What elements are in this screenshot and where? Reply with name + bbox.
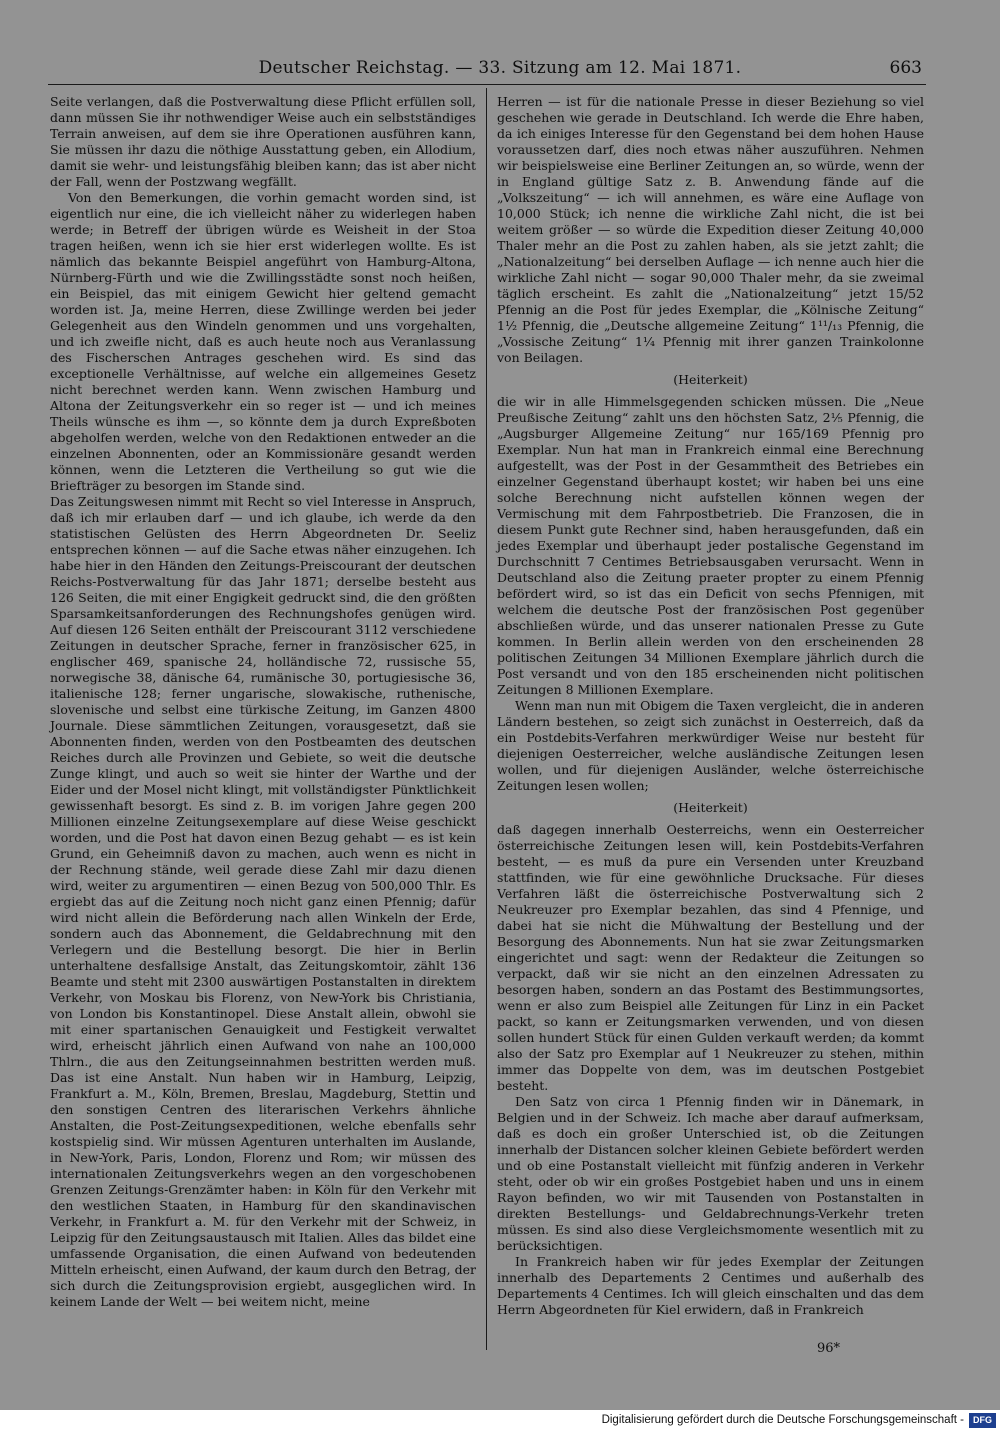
left-column <box>50 94 476 1310</box>
paragraph: Wenn man nun mit Obigem die Taxen vergleicht, die in anderen Ländern bestehen, so zeigt sich zunächst in Oesterreich, daß da ein Postdebits-Verfahren merkwürdiger Weise nur besteht für diejenigen Oesterreicher, welche ausländische Zeitungen lesen wollen, und für diejenigen Ausländer, welche österreichische Zeitungen lesen wollen; <box>497 698 924 793</box>
paragraph: Seite verlangen, daß die Postverwaltung diese Pflicht erfüllen soll, dann müssen Sie ihr nothwendiger Weise auch ein selbstständiges Terrain anweisen, auf dem sie ihre Operationen ausführen kann, Sie müssen ihr dazu die nöthige Ausstattung geben, ein Allodium, damit sie wehr- und leistungsfähig bleiben kann; das ist aber nicht der Fall, wenn der Postzwang wegfällt. <box>50 94 476 189</box>
right-column <box>497 94 924 1318</box>
header-rule <box>48 84 926 85</box>
paragraph: die wir in alle Himmelsgegenden schicken müssen. Die „Neue Preußische Zeitung“ zahlt uns den höchsten Satz, 2⅕ Pfennig, die „Augsburger Allgemeine Zeitung“ nur 165/169 Pfennig pro Exemplar. Nun hat man in Frankreich einmal eine Berechnung aufgestellt, was der Post in der Gesammtheit des Betriebes ein einzelner Gegenstand überhaupt kostet; wir haben bei uns eine solche Berechnung nicht aufstellen können wegen der Vermischung mit dem Fahrpostbetrieb. Die Franzosen, die in diesem Punkt gute Rechner sind, haben herausgefunden, daß ein jedes Exemplar und überhaupt jeder postalische Gegenstand im Durchschnitt 7 Centimes Betriebsausgaben verursacht. Wenn in Deutschland also die Zeitung praeter propter zu einem Pfennig befördert wird, so ist das ein Deficit von sechs Pfennigen, mit welchem die deutsche Post der französischen Post gegenüber abschließen würde, und das unserer nationalen Presse zu Gute kommen. In Berlin allein werden von den erscheinenden 28 politischen Zeitungen 34 Millionen Exemplare jährlich durch die Post versandt und von den 185 erscheinenden nicht politischen Zeitungen 8 Millionen Exemplare. <box>497 394 924 697</box>
column-divider <box>486 88 487 1350</box>
signature-mark: 96* <box>817 1341 841 1356</box>
page-number: 663 <box>889 58 922 78</box>
paragraph: daß dagegen innerhalb Oesterreichs, wenn ein Oesterreicher österreichische Zeitungen lesen will, kein Postdebits-Verfahren besteht, — es muß da pure ein Versenden unter Kreuzband stattfinden, wie für eine gewöhnliche Drucksache. Für dieses Verfahren läßt die österreichische Postverwaltung sich 2 Neukreuzer pro Exemplar bezahlen, das sind 4 Pfennige, und dabei hat sie nicht die Mühwaltung der Bestellung und der Besorgung des Abonnements. Nun hat sie zwar Zeitungsmarken eingerichtet und sagt: wenn der Redakteur die Zeitungen so verpackt, daß wir sie nicht an den einzelnen Adressaten zu besorgen haben, sondern an das Postamt des Bestimmungsortes, wenn er also zum Beispiel alle Zeitungen für Linz in ein Packet packt, so kann er Zeitungsmarken verwenden, und von diesen sollen hundert Stück für einen Gulden verkauft werden; da kommt also der Satz pro Exemplar auf 1 Neukreuzer zu stehen, mithin immer das Doppelte von dem, was im deutschen Postgebiet besteht. <box>497 822 924 1093</box>
digitization-footer <box>0 1410 1000 1432</box>
interjection: (Heiterkeit) <box>673 800 748 815</box>
paragraph: In Frankreich haben wir für jedes Exemplar der Zeitungen innerhalb des Departements 2 Centimes und außerhalb des Departements 4 Centimes. Ich will gleich einschalten und das dem Herrn Abgeordneten für Kiel erwidern, daß in Frankreich <box>497 1254 924 1317</box>
paragraph: Von den Bemerkungen, die vorhin gemacht worden sind, ist eigentlich nur eine, die ich vielleicht näher zu widerlegen haben werde; in Betreff der übrigen würde es Weisheit in der Stoa tragen heißen, wenn ich sie hier erst widerlegen wollte. Es ist nämlich das bekannte Beispiel angeführt von Hamburg-Altona, Nürnberg-Fürth und wie die Zwillingsstädte sonst noch heißen, ein Beispiel, das mit einigem Gewicht hier geltend gemacht worden ist. Ja, meine Herren, diese Zwillinge werden bei jeder Gelegenheit aus den Windeln genommen und uns vorgehalten, und ich zweifle nicht, daß es auch heute noch aus Veranlassung des Fischerschen Antrages geschehen wird. Es sind das exceptionelle Verhältnisse, auf welche ein allgemeines Gesetz nicht berechnet werden kann. Wenn zwischen Hamburg und Altona der Zeitungsverkehr ein so reger ist — und ich meines Theils wünsche es ihm —, so könnte dem ja durch Expreßboten abgeholfen werden, welche von den Redaktionen entweder an die einzelnen Abonnenten, oder an Kommissionäre gesandt werden können, wenn die Letzteren die Vertheilung so gut wie die Briefträger zu besorgen im Stande sind. <box>50 190 476 493</box>
running-title: Deutscher Reichstag. — 33. Sitzung am 12. Mai 1871. <box>258 58 742 78</box>
footer-credit: Digitalisierung gefördert durch die Deutsche Forschungsgemeinschaft - <box>601 1414 964 1426</box>
page-header <box>0 56 1000 86</box>
paragraph: Das Zeitungswesen nimmt mit Recht so viel Interesse in Anspruch, daß ich mir erlauben darf — und ich glaube, ich werde da den statistischen Gelüsten des Herrn Abgeordneten Dr. Seeliz entsprechen können — auf die Sache etwas näher einzugehen. Ich habe hier in den Händen den Zeitungs-Preiscourant der deutschen Reichs-Postverwaltung für das Jahr 1871; derselbe besteht aus 126 Seiten, die mit einer Engigkeit gedruckt sind, die den größten Sparsamkeitsanforderungen des Rechnungshofes genügen wird. Auf diesen 126 Seiten enthält der Preiscourant 3112 verschiedene Zeitungen in deutscher Sprache, ferner in französischer 625, in englischer 469, spanische 24, holländische 72, russische 55, norwegische 38, dänische 64, rumänische 30, portugiesische 36, italienische 128; ferner ungarische, slowakische, ruthenische, slovenische und selbst eine türkische Zeitung, im Ganzen 4800 Journale. Diese sämmtlichen Zeitungen, vorausgesetzt, daß sie Abonnenten finden, werden von den Postbeamten des deutschen Reiches durch alle Provinzen und Gebiete, so weit die deutsche Zunge klingt, und auch so weit sie hinter der Warthe und der Eider und der Mosel nicht klingt, mit vollständigster Pünktlichkeit gewissenhaft besorgt. Es sind z. B. im vorigen Jahre gegen 200 Millionen einzelne Zeitungsexemplare auf diese Weise geschickt worden, und die Post hat davon einen Bezug gehabt — es ist kein Grund, ein Geheimniß davon zu machen, auch wenn es nicht in der Rechnung stände, weil gerade diese Zahl mir dazu dienen wird, weiter zu argumentiren — einen Bezug von 500,000 Thlr. Es ergiebt das auf die Zeitung noch nicht ganz einen Pfennig; dafür wird nicht allein die Beförderung nach allen Winkeln der Erde, sondern auch das Abonnement, die Geldabrechnung mit den Verlegern und die Bestellung besorgt. Die hier in Berlin unterhaltene desfallsige Anstalt, das Zeitungskomtoir, zählt 136 Beamte und steht mit 2300 auswärtigen Postanstalten in direktem Verkehr, von Moskau bis Florenz, von New-York bis Christiania, von London bis Konstantinopel. Diese Anstalt allein, obwohl sie mit einer spartanischen Genauigkeit und Festigkeit verwaltet wird, erheischt jährlich einen Aufwand von nahe an 100,000 Thlrn., die aus den Zeitungseinnahmen bestritten werden muß. Das ist eine Anstalt. Nun haben wir in Hamburg, Leipzig, Frankfurt a. M., Köln, Bremen, Breslau, Magdeburg, Stettin und den sonstigen Centren des literarischen Verkehrs ähnliche Anstalten, die Post-Zeitungsexpeditionen, welche ebenfalls sehr kostspielig sind. Wir müssen Agenturen unterhalten im Auslande, in New-York, Paris, London, Florenz und Rom; wir müssen des internationalen Zeitungsverkehrs wegen an den vorgeschobenen Grenzen Zeitungs-Grenzämter haben: in Köln für den Verkehr mit den westlichen Staaten, in Hamburg für den skandinavischen Verkehr, in Frankfurt a. M. für den Verkehr mit der Schweiz, in Leipzig für den Zeitungsaustausch mit Italien. Alles das bildet eine umfassende Organisation, die einen Aufwand von bedeutenden Mitteln erheischt, einen Aufwand, der kaum durch den Betrag, der sich durch die Zeitungsprovision ergiebt, ausgeglichen wird. In keinem Lande der Welt — bei weitem nicht, meine <box>50 494 476 1309</box>
paragraph: Herren — ist für die nationale Presse in dieser Beziehung so viel geschehen wie gerade in Deutschland. Ich werde die Ehre haben, da ich einiges Interesse für den Gegenstand bei dem hohen Hause voraussetzen darf, dies noch etwas näher auszuführen. Nehmen wir beispielsweise eine Berliner Zeitungen an, so würde, wenn der in England gültige Satz z. B. Anwendung fände auf die „Volkszeitung“ — ich will annehmen, es wäre eine Auflage von 10,000 Stück; ich nenne die wirkliche Zahl nicht, die ist bei weitem größer — so würde die Expedition dieser Zeitung 40,000 Thaler mehr an die Post zu zahlen haben, als sie jetzt zahlt; die „Nationalzeitung“ bei derselben Auflage — ich nenne auch hier die wirkliche Zahl nicht — sogar 90,000 Thaler mehr, da sie zweimal täglich erscheint. Es zahlt die „Nationalzeitung“ jetzt 15/52 Pfennig an die Post für jedes Exemplar, die „Kölnische Zeitung“ 1½ Pfennig, die „Deutsche allgemeine Zeitung“ 1¹¹/₁₃ Pfennig, die „Vossische Zeitung“ 1¼ Pfennig mit ihrer ganzen Trainkolonne von Beilagen. <box>497 94 924 365</box>
interjection: (Heiterkeit) <box>673 372 748 387</box>
dfg-logo-icon: DFG <box>969 1413 996 1428</box>
paragraph: Den Satz von circa 1 Pfennig finden wir in Dänemark, in Belgien und in der Schweiz. Ich mache aber darauf aufmerksam, daß es doch ein großer Unterschied ist, ob die Zeitungen innerhalb der Distancen solcher kleinen Gebiete befördert werden und ob eine Postanstalt vielleicht mit fünfzig anderen in Verkehr steht, oder ob wir ein großes Postgebiet haben und uns in einem Rayon befinden, wo wir mit Tausenden von Postanstalten in direkten Bestellungs- und Geldabrechnungs-Verkehr treten müssen. Es sind also diese Vergleichsmomente wesentlich mit zu berücksichtigen. <box>497 1094 924 1253</box>
